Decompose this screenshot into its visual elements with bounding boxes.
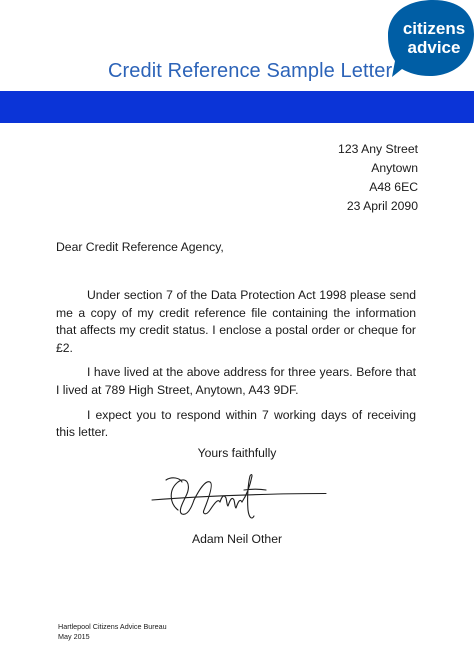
sender-address <box>338 140 418 216</box>
signature-image <box>148 470 332 524</box>
salutation: Dear Credit Reference Agency, <box>56 240 224 254</box>
address-line: 123 Any Street <box>338 142 418 156</box>
paragraph: I have lived at the above address for three years. Before that I lived at 789 High Street, Anytown, A43 9DF. <box>56 365 416 397</box>
paragraph: Under section 7 of the Data Protection Act 1998 please send me a copy of my credit reference file containing the information that affects my credit status. I enclose a postal order or cheque for £2. <box>56 288 416 355</box>
paragraph: I expect you to respond within 7 working days of receiving this letter. <box>56 407 416 440</box>
document-title: Credit Reference Sample Letter <box>108 60 393 82</box>
complimentary-close: Yours faithfully <box>197 446 277 460</box>
address-postcode: A48 6EC <box>369 180 418 194</box>
citizens-advice-logo <box>388 0 474 84</box>
footer <box>58 622 167 642</box>
speech-bubble-logo-icon <box>388 0 474 84</box>
footer-date: May 2015 <box>58 632 90 641</box>
letter-body <box>56 287 416 449</box>
logo-text-line1: citizens <box>402 19 466 38</box>
address-town: Anytown <box>371 161 418 175</box>
letter-date: 23 April 2090 <box>346 199 418 213</box>
logo-text-line2: advice <box>407 38 461 57</box>
footer-organisation: Hartlepool Citizens Advice Bureau <box>58 622 167 631</box>
header-band <box>0 91 474 123</box>
signer-name: Adam Neil Other <box>191 532 283 546</box>
